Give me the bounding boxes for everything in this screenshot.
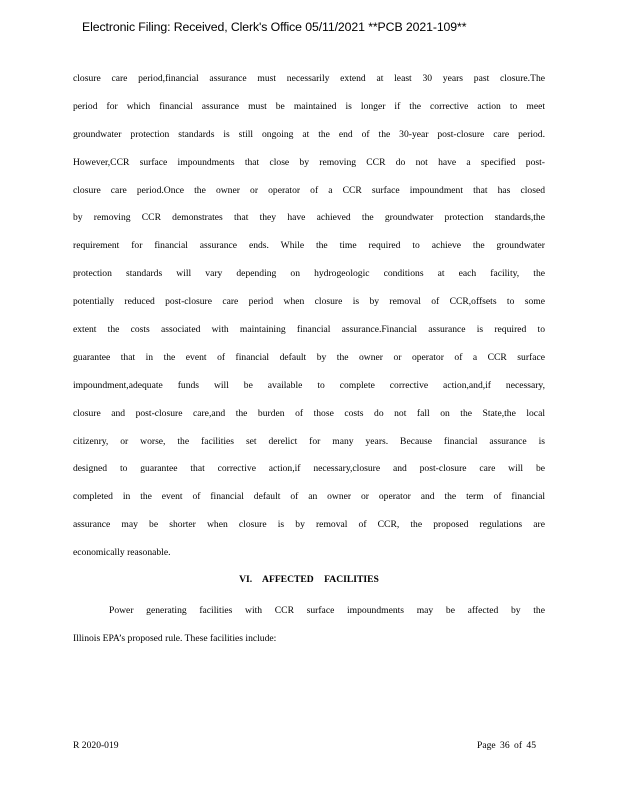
paragraph-affected-facilities xyxy=(73,597,545,653)
section-heading: VI. AFFECTED FACILITIES xyxy=(239,574,379,585)
paragraph-financial-assurance xyxy=(73,65,545,567)
text-line: requirement for financial assurance ends. While the time required to achieve the groundwater xyxy=(73,240,545,252)
text-line: designed to guarantee that corrective action,if necessary,closure and post-closure care will be xyxy=(73,463,545,475)
text-line: completed in the event of financial default of an owner or operator and the term of financial xyxy=(73,491,545,503)
text-line: economically reasonable. xyxy=(73,547,171,559)
text-line: guarantee that in the event of financial default by the owner or operator of a CCR surface xyxy=(73,351,545,363)
text-line: period for which financial assurance must be maintained is longer if the corrective action to meet xyxy=(73,100,545,112)
text-line: protection standards will vary depending on hydrogeologic conditions at each facility, the xyxy=(73,268,545,280)
text-line: potentially reduced post-closure care period when closure is by removal of CCR,offsets to some xyxy=(73,296,545,308)
docket-number: R 2020-019 xyxy=(73,740,119,751)
text-line: by removing CCR demonstrates that they have achieved the groundwater protection standards,the xyxy=(73,212,545,224)
text-line: impoundment,adequate funds will be available to complete corrective action,and,if necessary, xyxy=(73,379,545,391)
text-line: extent the costs associated with maintaining financial assurance.Financial assurance is required to xyxy=(73,324,545,336)
page-number: Page 36 of 45 xyxy=(477,740,537,751)
text-line: However,CCR surface impoundments that close by removing CCR do not have a specified post- xyxy=(73,156,545,168)
text-line: assurance may be shorter when closure is by removal of CCR, the proposed regulations are xyxy=(73,519,545,531)
text-line: closure care period.Once the owner or operator of a CCR surface impoundment that has closed xyxy=(73,184,545,196)
text-line: closure and post-closure care,and the burden of those costs do not fall on the State,the local xyxy=(73,407,545,419)
text-line: groundwater protection standards is still ongoing at the end of the 30-year post-closure care period. xyxy=(73,128,545,140)
text-line: Illinois EPA’s proposed rule. These facilities include: xyxy=(73,632,277,644)
filing-stamp-header: Electronic Filing: Received, Clerk's Office 05/11/2021 **PCB 2021-109** xyxy=(82,20,467,34)
text-line: citizenry, or worse, the facilities set derelict for many years. Because financial assurance is xyxy=(73,435,545,447)
text-line: closure care period,financial assurance must necessarily extend at least 30 years past closure.The xyxy=(73,73,545,84)
text-line: Power generating facilities with CCR surface impoundments may be affected by the xyxy=(109,605,545,616)
